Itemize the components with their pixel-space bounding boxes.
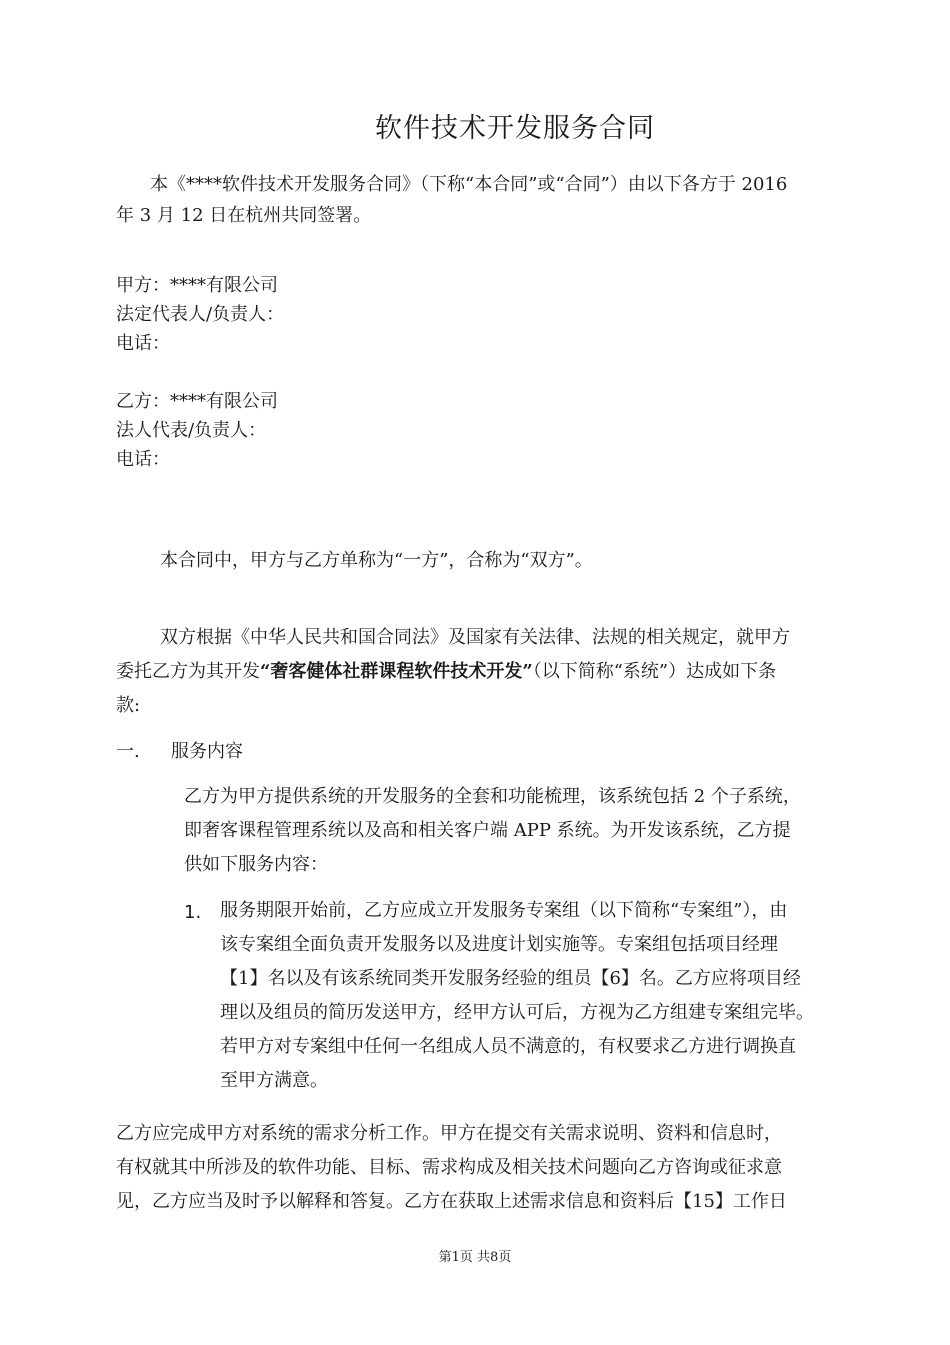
party-b-representative: 法人代表/负责人： [116, 420, 267, 441]
party-b-name: 乙方：****有限公司 [116, 391, 278, 412]
party-a-name: 甲方：****有限公司 [116, 275, 278, 296]
document-title: 软件技术开发服务合同 [375, 113, 655, 144]
requirements-line-2: 有权就其中所涉及的软件功能、目标、需求构成及相关技术问题向乙方咨询或征求意 [116, 1157, 782, 1178]
basis-line-2-post: （以下简称“系统”）达成如下条 [532, 661, 777, 682]
item-1-line-6: 至甲方满意。 [220, 1070, 328, 1091]
project-name: “奢客健体社群课程软件技术开发” [260, 661, 533, 682]
section-1-para-line-2: 即奢客课程管理系统以及高和相关客户端 APP 系统。为开发该系统，乙方提 [184, 820, 791, 841]
basis-line-2 [116, 656, 776, 687]
section-1-heading: 服务内容 [171, 741, 243, 762]
party-a-phone: 电话： [116, 333, 170, 354]
item-1-line-2: 该专案组全面负责开发服务以及进度计划实施等。专案组包括项目经理 [220, 934, 778, 955]
item-1-number: 1. [184, 902, 202, 923]
item-1-line-1: 服务期限开始前，乙方应成立开发服务专案组（以下简称“专案组”），由 [220, 900, 788, 921]
section-1-number: 一. [116, 741, 140, 762]
section-1-para-line-3: 供如下服务内容： [184, 854, 328, 875]
party-b-phone: 电话： [116, 449, 170, 470]
basis-line-3: 款: [116, 695, 141, 716]
party-a-representative: 法定代表人/负责人： [116, 304, 285, 325]
basis-line-2-pre: 委托乙方为其开发 [116, 661, 260, 682]
intro-line-1: 本《****软件技术开发服务合同》（下称“本合同”或“合同”）由以下各方于 2016 [150, 174, 788, 195]
section-1-para-line-1: 乙方为甲方提供系统的开发服务的全套和功能梳理，该系统包括 2 个子系统， [184, 786, 801, 807]
item-1-line-3: 【1】名以及有该系统同类开发服务经验的组员【6】名。乙方应将项目经 [220, 968, 801, 989]
definition-paragraph: 本合同中，甲方与乙方单称为“一方”，合称为“双方”。 [160, 550, 593, 571]
page-number-footer: 第1页 共8页 [438, 1250, 512, 1265]
requirements-line-1: 乙方应完成甲方对系统的需求分析工作。甲方在提交有关需求说明、资料和信息时， [116, 1123, 782, 1144]
intro-line-2: 年 3 月 12 日在杭州共同签署。 [116, 205, 372, 226]
item-1-line-4: 理以及组员的简历发送甲方，经甲方认可后，方视为乙方组建专案组完毕。 [220, 1002, 814, 1023]
item-1-line-5: 若甲方对专案组中任何一名组成人员不满意的，有权要求乙方进行调换直 [220, 1036, 796, 1057]
basis-line-1: 双方根据《中华人民共和国合同法》及国家有关法律、法规的相关规定，就甲方 [160, 627, 790, 648]
requirements-line-3: 见，乙方应当及时予以解释和答复。乙方在获取上述需求信息和资料后【15】工作日 [116, 1191, 787, 1212]
